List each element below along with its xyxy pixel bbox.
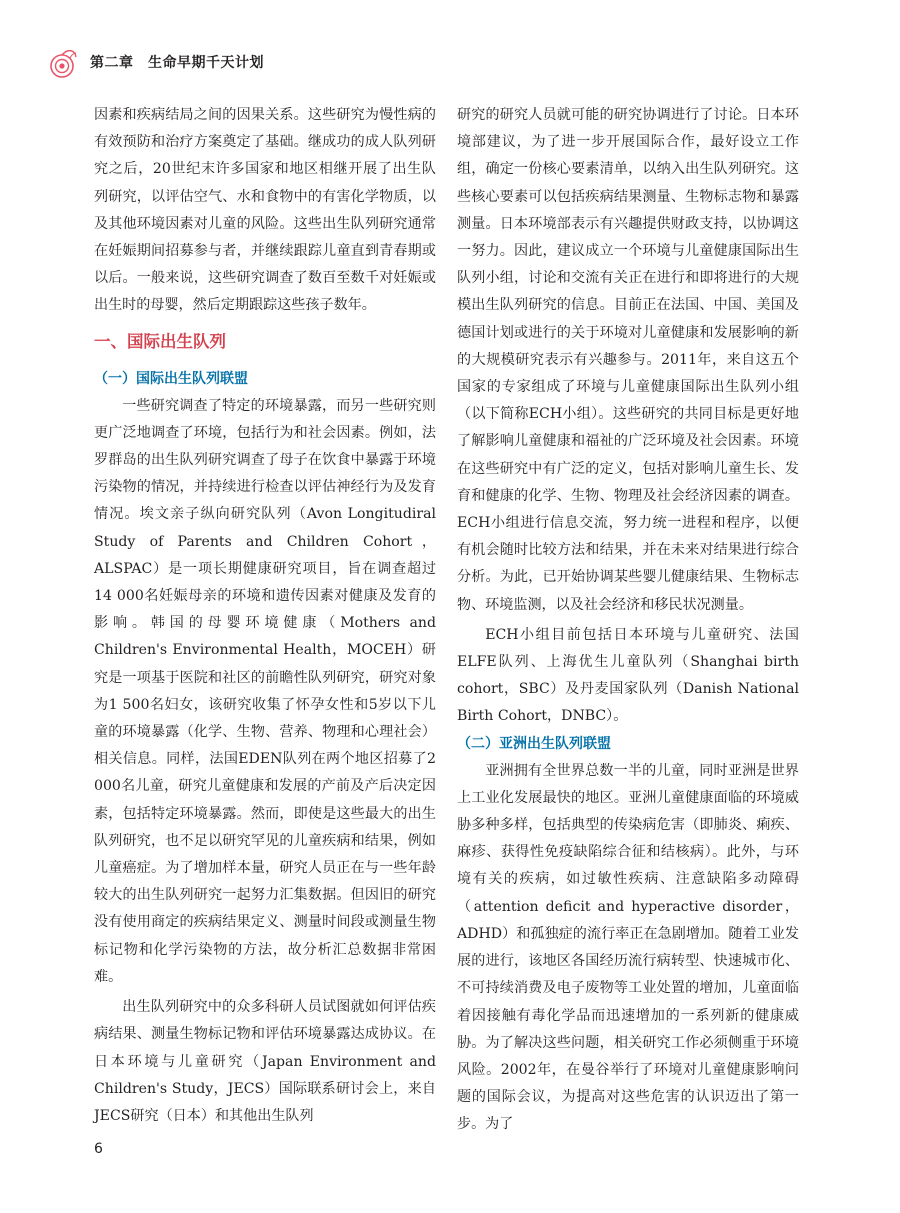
chapter-title: 第二章 生命早期千天计划 [90, 55, 264, 71]
body-paragraph: 一些研究调查了特定的环境暴露，而另一些研究则更广泛地调查了环境，包括行为和社会因素。例如，法罗群岛的出生队列研究调查了母子在饮食中暴露于环境污染物的情况，并持续进行检查以评估神经行为及发育情况。埃文亲子纵向研究队列（Avon Longitudiral Study of Parents and Children Cohort，ALSPAC）是一项长期健康研究项目，旨在调查超过14 000名妊娠母亲的环境和遗传因素对健康及发育的影响。韩国的母婴环境健康（Mothers and Children's Environmental Health，MOCEH）研究是一项基于医院和社区的前瞻性队列研究，研究对象为1 500名妇女，该研究收集了怀孕女性和5岁以下儿童的环境暴露（化学、生物、营养、物理和心理社会）相关信息。同样，法国EDEN队列在两个地区招募了2 000名儿童，研究儿童健康和发展的产前及产后决定因素，包括特定环境暴露。然而，即使是这些最大的出生队列研究，也不足以研究罕见的儿童疾病和结果，例如儿童癌症。为了增加样本量，研究人员正在与一些年龄较大的出生队列研究一起努力汇集数据。但因旧的研究没有使用商定的疾病结果定义、测量时间段或测量生物标记物和化学污染物的方法，故分析汇总数据非常困难。 [94, 397, 436, 985]
body-paragraph: 出生队列研究中的众多科研人员试图就如何评估疾病结果、测量生物标记物和评估环境暴露达成协议。在日本环境与儿童研究（Japan Environment and Children's Study，JECS）国际联系研讨会上，来自JECS研究（日本）和其他出生队列 [94, 999, 436, 1124]
left-column [94, 102, 436, 1130]
section-heading: 一、国际出生队列 [94, 331, 226, 351]
spiral-ring-icon [48, 44, 80, 80]
body-paragraph: 研究的研究人员就可能的研究协调进行了讨论。日本环境部建议，为了进一步开展国际合作，最好设立工作组，确定一份核心要素清单，以纳入出生队列研究。这些核心要素可以包括疾病结果测量、生物标志物和暴露测量。日本环境部表示有兴趣提供财政支持，以协调这一努力。因此，建议成立一个环境与儿童健康国际出生队列小组，讨论和交流有关正在进行和即将进行的大规模出生队列研究的信息。目前正在法国、中国、美国及德国计划或进行的关于环境对儿童健康和发展影响的新的大规模研究表示有兴趣参与。2011年，来自这五个国家的专家组成了环境与儿童健康国际出生队列小组（以下简称ECH小组）。这些研究的共同目标是更好地了解影响儿童健康和福祉的广泛环境及社会因素。环境在这些研究中有广泛的定义，包括对影响儿童生长、发育和健康的化学、生物、物理及社会经济因素的调查。ECH小组进行信息交流，努力统一进程和程序，以便有机会随时比较方法和结果，并在未来对结果进行综合分析。为此，已开始协调某些婴儿健康结果、生物标志物、环境监测，以及社会经济和移民状况测量。 [457, 107, 799, 613]
page-header [48, 44, 858, 84]
right-column [457, 102, 799, 1139]
body-paragraph: 亚洲拥有全世界总数一半的儿童，同时亚洲是世界上工业化发展最快的地区。亚洲儿童健康面临的环境威胁多种多样，包括典型的传染病危害（即肺炎、痢疾、麻疹、获得性免疫缺陷综合征和结核病）。此外，与环境有关的疾病，如过敏性疾病、注意缺陷多动障碍（attention deficit and hyperactive disorder，ADHD）和孤独症的流行率正在急剧增加。随着工业发展的进行，该地区各国经历流行病转型、快速城市化、不可持续消费及电子废物等工业处置的增加，儿童面临着因接触有毒化学品而迅速增加的一系列新的健康威胁。为了解决这些问题，相关研究工作必须侧重于环境风险。2002年，在曼谷举行了环境对儿童健康影响问题的国际会议，为提高对这些危害的认识迈出了第一步。为了 [457, 762, 799, 1133]
subsection-heading: （二）亚洲出生队列联盟 [457, 735, 611, 752]
body-paragraph: ECH小组目前包括日本环境与儿童研究、法国ELFE队列、上海优生儿童队列（Shanghai birth cohort，SBC）及丹麦国家队列（Danish National Birth Cohort，DNBC）。 [457, 626, 799, 725]
page-number: 6 [94, 1141, 103, 1157]
subsection-heading: （一）国际出生队列联盟 [94, 370, 248, 387]
body-paragraph: 因素和疾病结局之间的因果关系。这些研究为慢性病的有效预防和治疗方案奠定了基础。继成功的成人队列研究之后，20世纪末许多国家和地区相继开展了出生队列研究，以评估空气、水和食物中的有害化学物质，以及其他环境因素对儿童的风险。这些出生队列研究通常在妊娠期间招募参与者，并继续跟踪儿童直到青春期或以后。一般来说，这些研究调查了数百至数千对妊娠或出生时的母婴，然后定期跟踪这些孩子数年。 [94, 107, 436, 314]
